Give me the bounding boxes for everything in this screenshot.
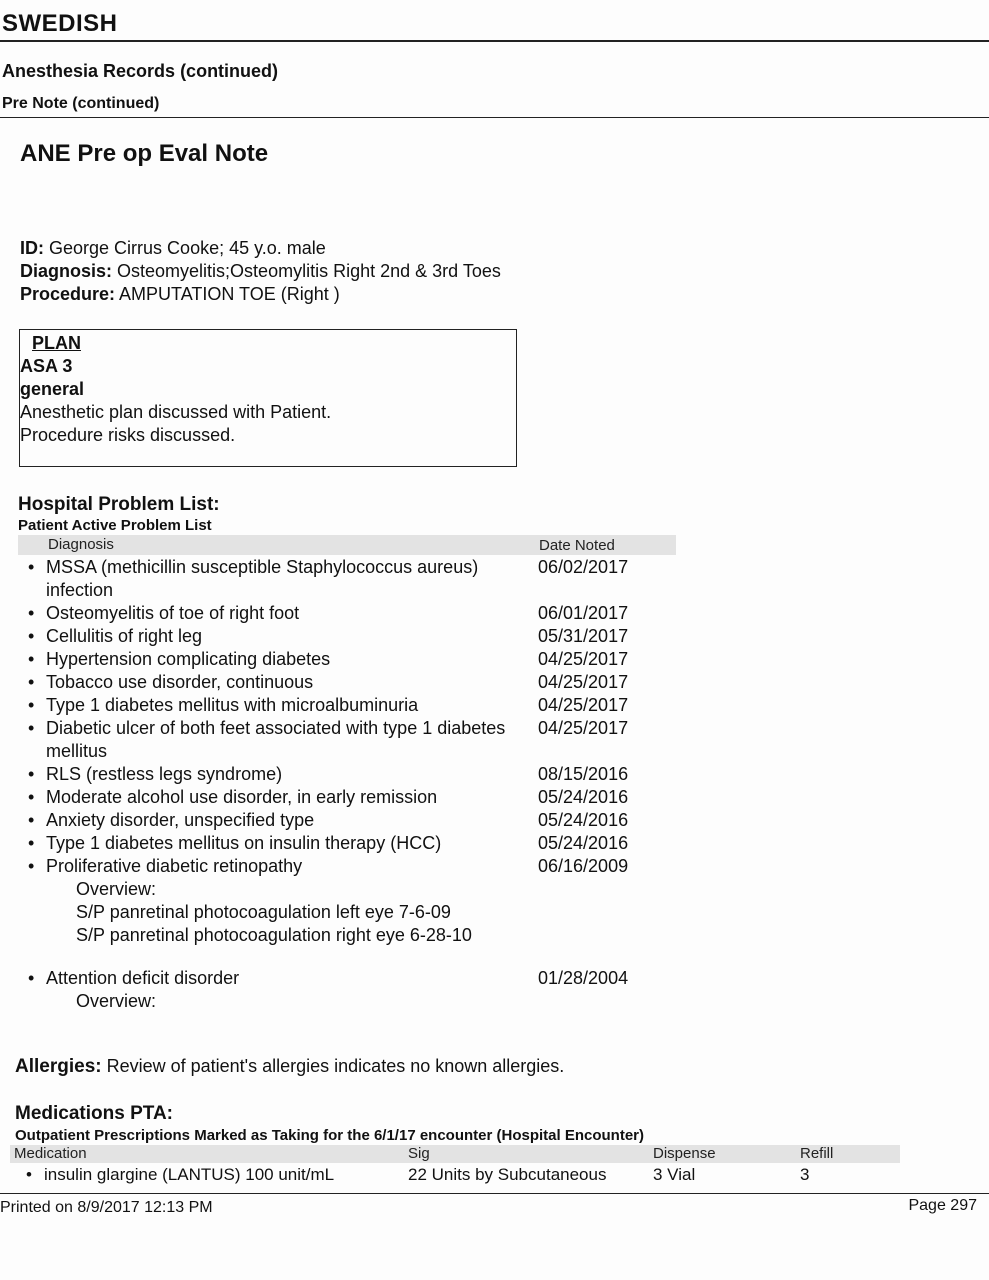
problem-list-header-bar bbox=[18, 535, 676, 555]
problem-date: 05/24/2016 bbox=[538, 833, 629, 853]
problem-dx: Tobacco use disorder, continuous bbox=[46, 672, 314, 692]
retinopathy-overview-line-2: S/P panretinal photocoagulation right eye 6-28-10 bbox=[76, 925, 472, 945]
problem-dx: Hypertension complicating diabetes bbox=[46, 649, 331, 669]
procedure-label: Procedure: bbox=[20, 284, 116, 304]
list-item: • Type 1 diabetes mellitus on insulin therapy (HCC) 05/24/2016 bbox=[28, 833, 629, 853]
list-item: • Anxiety disorder, unspecified type 05/24/2016 bbox=[28, 810, 629, 830]
diagnosis-line bbox=[20, 260, 501, 283]
problem-date: 05/24/2016 bbox=[538, 787, 629, 807]
problem-date: 08/15/2016 bbox=[538, 764, 629, 784]
bullet: • bbox=[26, 1165, 32, 1184]
list-item: • Cellulitis of right leg 05/31/2017 bbox=[28, 626, 629, 646]
subsection-title: Pre Note (continued) bbox=[2, 95, 160, 112]
problem-dx: Osteomyelitis of toe of right foot bbox=[46, 603, 300, 623]
allergies-text: Review of patient's allergies indicates no known allergies. bbox=[106, 1056, 565, 1076]
page-number: Page 297 bbox=[908, 1197, 977, 1214]
col-refill: Refill bbox=[800, 1145, 834, 1162]
id-value: George Cirrus Cooke; 45 y.o. male bbox=[49, 238, 326, 258]
plan-anesthesia-type: general bbox=[20, 379, 85, 399]
retinopathy-overview-line-1: S/P panretinal photocoagulation left eye 7-6-09 bbox=[76, 902, 451, 922]
procedure-line bbox=[20, 283, 501, 306]
problem-date: 05/31/2017 bbox=[538, 626, 629, 646]
med-refill: 3 bbox=[800, 1165, 810, 1184]
problem-date: 04/25/2017 bbox=[538, 695, 629, 715]
list-item: • Attention deficit disorder 01/28/2004 bbox=[28, 968, 629, 988]
problem-date: 05/24/2016 bbox=[538, 810, 629, 830]
plan-line-2: Procedure risks discussed. bbox=[20, 425, 236, 445]
med-dispense: 3 Vial bbox=[653, 1165, 696, 1184]
plan-asa: ASA 3 bbox=[20, 356, 73, 376]
id-label: ID: bbox=[20, 238, 44, 258]
medications-header-bar bbox=[10, 1145, 900, 1163]
problem-date: 04/25/2017 bbox=[538, 672, 629, 692]
header-rule bbox=[0, 40, 989, 42]
list-item: • Type 1 diabetes mellitus with microalbuminuria 04/25/2017 bbox=[28, 695, 629, 715]
problem-dx: Cellulitis of right leg bbox=[46, 626, 203, 646]
plan-box bbox=[19, 329, 517, 467]
allergies-label: Allergies: bbox=[15, 1056, 102, 1077]
medications-heading: Medications PTA: bbox=[15, 1103, 173, 1124]
plan-line-1: Anesthetic plan discussed with Patient. bbox=[20, 402, 332, 422]
hospital-logo: SWEDISH bbox=[2, 10, 118, 37]
problem-dx: Diabetic ulcer of both feet associated with type 1 diabetes mellitus bbox=[46, 718, 506, 761]
col-sig: Sig bbox=[408, 1145, 430, 1162]
list-item: • Proliferative diabetic retinopathy 06/16/2009 bbox=[28, 856, 629, 876]
subsection-rule bbox=[0, 117, 989, 118]
table-row bbox=[10, 1165, 900, 1187]
allergies-line bbox=[15, 1056, 564, 1078]
adhd-overview-label: Overview: bbox=[76, 991, 157, 1011]
list-item: • Osteomyelitis of toe of right foot 06/01/2017 bbox=[28, 603, 629, 623]
problem-date: 06/02/2017 bbox=[538, 557, 629, 577]
list-item: • Diabetic ulcer of both feet associated with type 1 diabetes mellitus 04/25/2017 bbox=[28, 718, 629, 761]
medications-subheading: Outpatient Prescriptions Marked as Taking for the 6/1/17 encounter (Hospital Encounter) bbox=[15, 1127, 645, 1144]
procedure-value: AMPUTATION TOE (Right ) bbox=[119, 284, 340, 304]
problem-date: 06/01/2017 bbox=[538, 603, 629, 623]
problem-list bbox=[18, 556, 658, 1013]
diagnosis-label: Diagnosis: bbox=[20, 261, 113, 281]
problem-dx: Proliferative diabetic retinopathy bbox=[46, 856, 303, 876]
problem-date: 01/28/2004 bbox=[538, 968, 629, 988]
problem-dx: RLS (restless legs syndrome) bbox=[46, 764, 283, 784]
problem-date: 04/25/2017 bbox=[538, 649, 629, 669]
patient-id-line bbox=[20, 237, 501, 260]
section-title: Anesthesia Records (continued) bbox=[2, 61, 279, 81]
col-dispense: Dispense bbox=[653, 1145, 716, 1162]
problem-date: 04/25/2017 bbox=[538, 718, 629, 738]
problem-list-subheading: Patient Active Problem List bbox=[18, 517, 212, 534]
list-item: • RLS (restless legs syndrome) 08/15/2016 bbox=[28, 764, 629, 784]
col-date-noted: Date Noted bbox=[539, 537, 615, 554]
patient-info bbox=[20, 237, 501, 306]
printed-timestamp: Printed on 8/9/2017 12:13 PM bbox=[0, 1199, 213, 1216]
problem-dx: Type 1 diabetes mellitus with microalbuminuria bbox=[46, 695, 419, 715]
problem-dx: Moderate alcohol use disorder, in early remission bbox=[46, 787, 438, 807]
problem-date: 06/16/2009 bbox=[538, 856, 629, 876]
med-name: insulin glargine (LANTUS) 100 unit/mL bbox=[44, 1165, 335, 1184]
footer-rule bbox=[0, 1193, 989, 1194]
col-medication: Medication bbox=[14, 1145, 87, 1162]
list-item: • Moderate alcohol use disorder, in early remission 05/24/2016 bbox=[28, 787, 629, 807]
note-title: ANE Pre op Eval Note bbox=[20, 140, 269, 167]
list-item: • MSSA (methicillin susceptible Staphylococcus aureus) infection 06/02/2017 bbox=[28, 557, 629, 600]
problem-list-heading: Hospital Problem List: bbox=[18, 494, 220, 515]
list-item: • Hypertension complicating diabetes 04/25/2017 bbox=[28, 649, 629, 669]
problem-dx: Anxiety disorder, unspecified type bbox=[46, 810, 315, 830]
diagnosis-value: Osteomyelitis;Osteomylitis Right 2nd & 3rd Toes bbox=[117, 261, 501, 281]
col-diagnosis: Diagnosis bbox=[48, 536, 114, 553]
problem-dx: MSSA (methicillin susceptible Staphylococcus aureus) infection bbox=[46, 557, 479, 600]
med-sig: 22 Units by Subcutaneous bbox=[408, 1165, 607, 1184]
retinopathy-overview-label: Overview: bbox=[76, 879, 157, 899]
problem-dx: Type 1 diabetes mellitus on insulin therapy (HCC) bbox=[46, 833, 442, 853]
list-item: • Tobacco use disorder, continuous 04/25/2017 bbox=[28, 672, 629, 692]
plan-heading: PLAN bbox=[32, 333, 81, 353]
problem-dx: Attention deficit disorder bbox=[46, 968, 240, 988]
